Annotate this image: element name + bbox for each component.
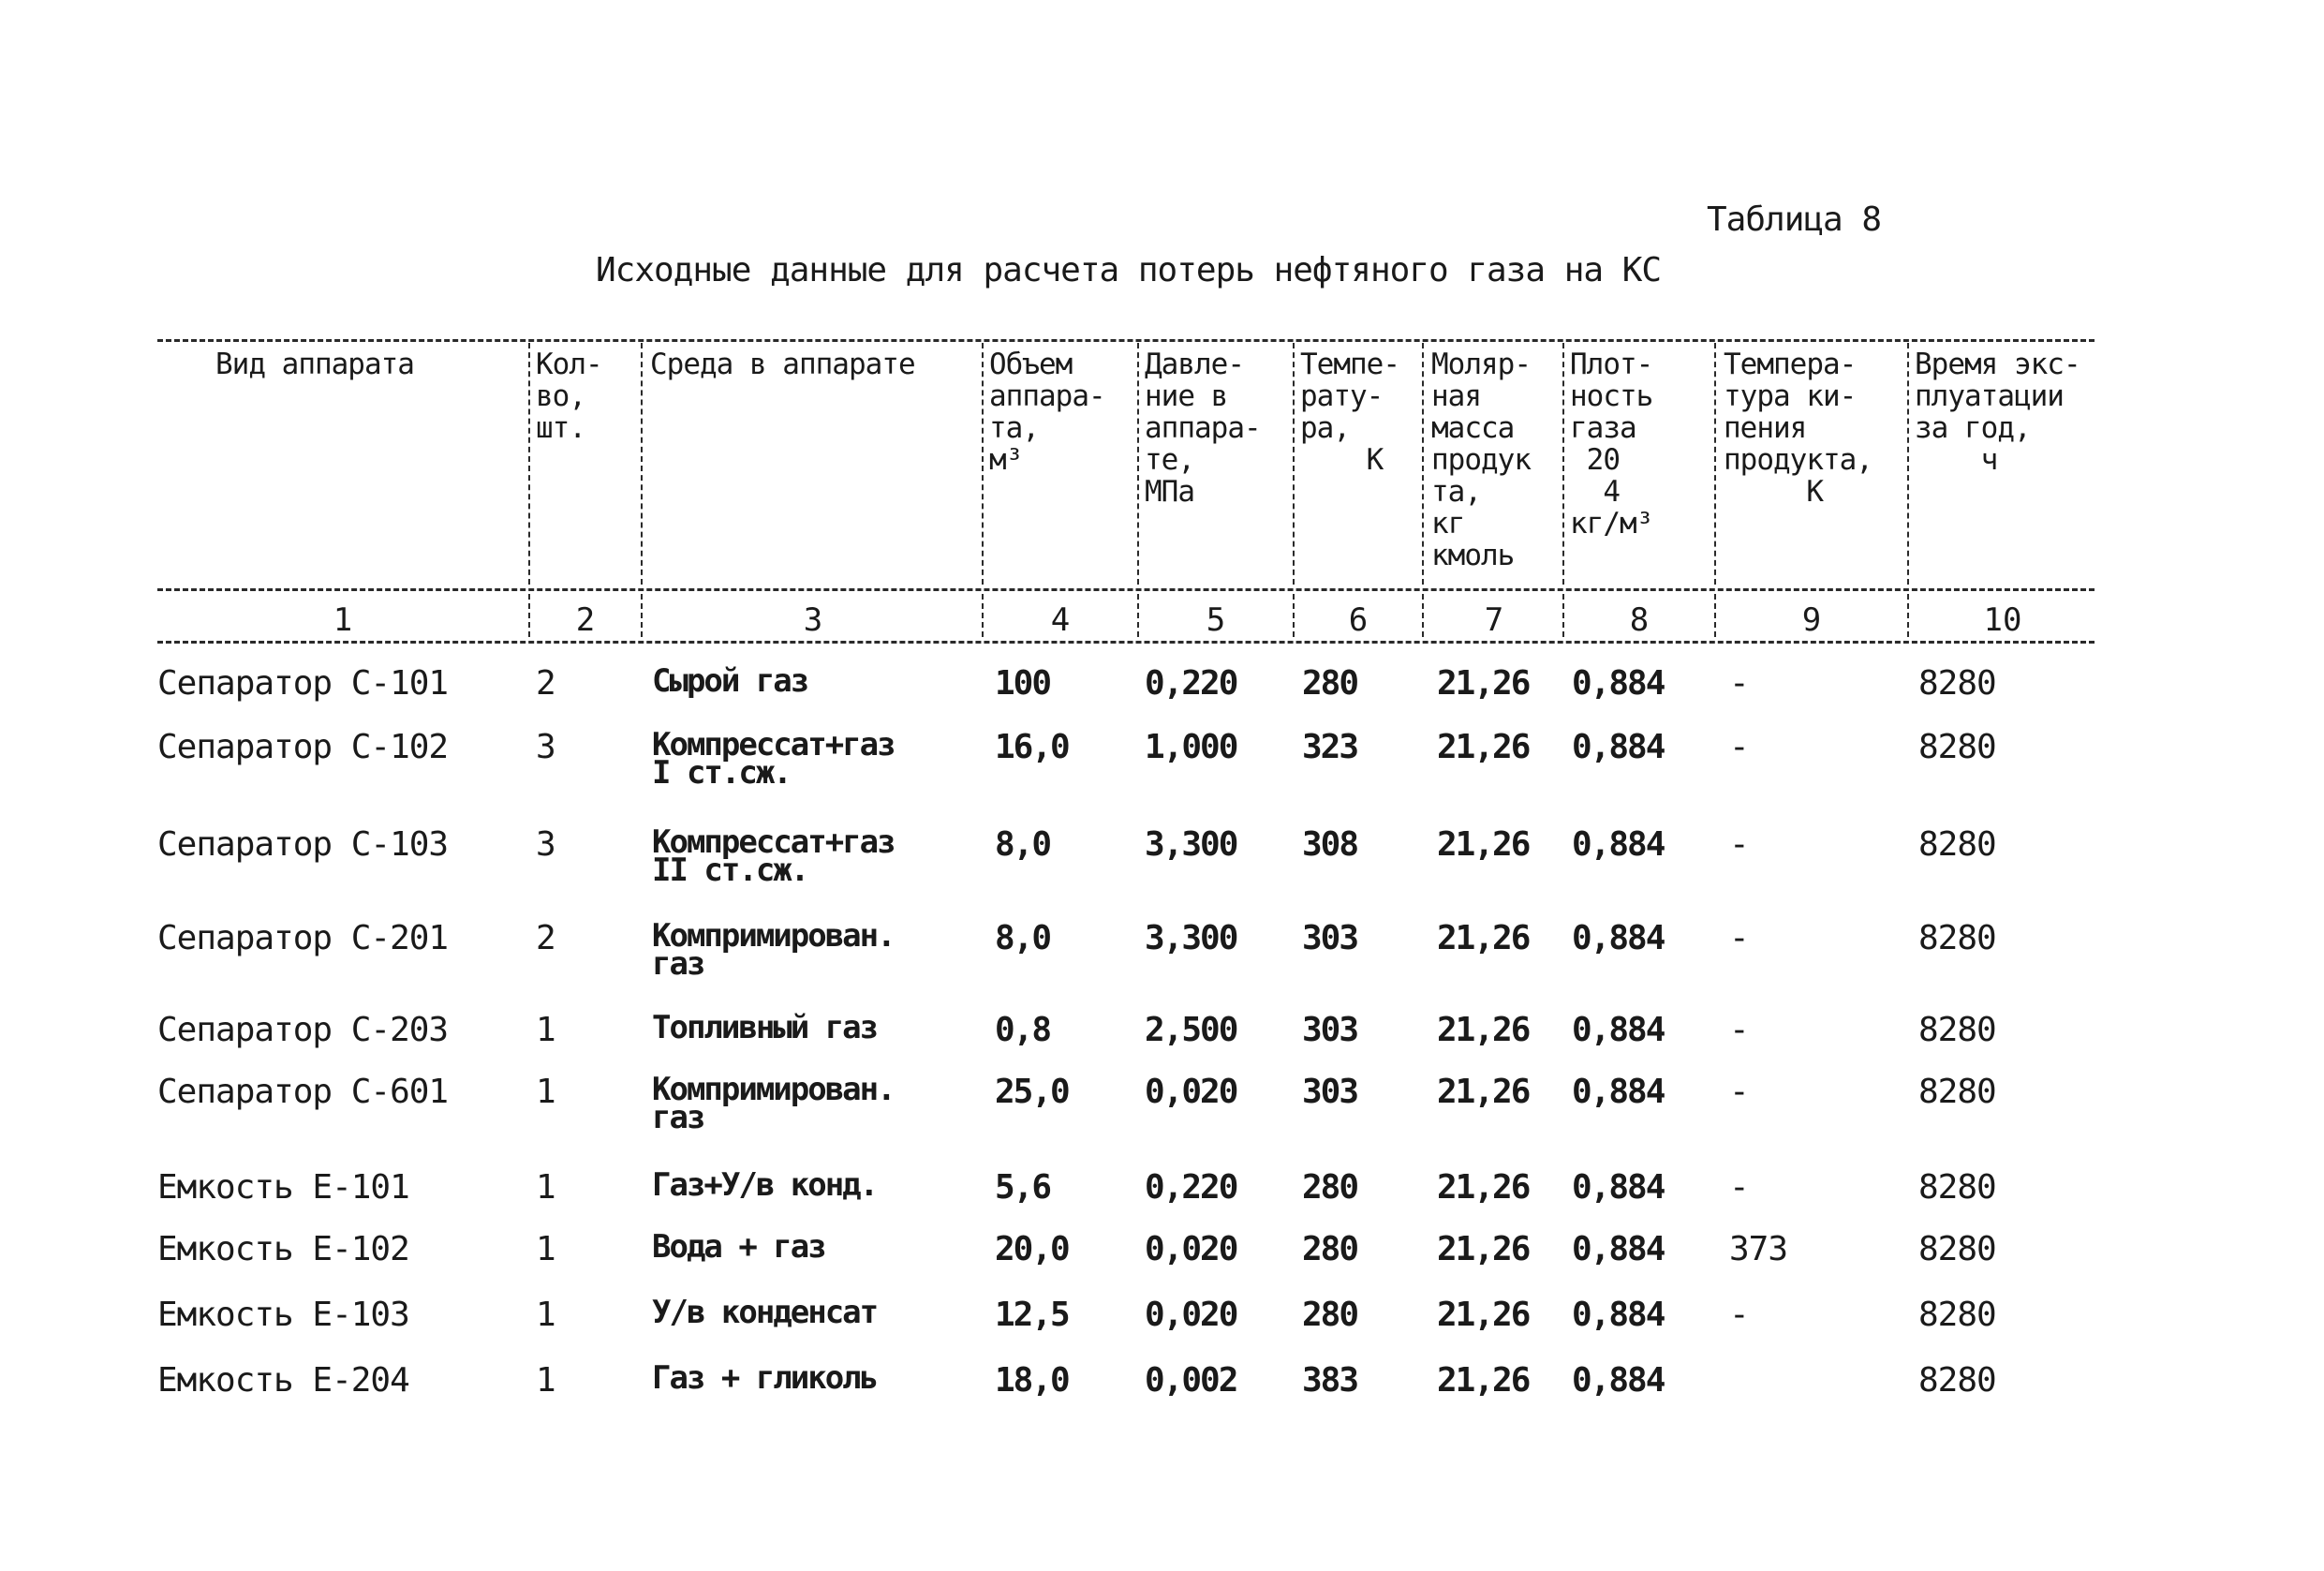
table-cell: - [1729, 1073, 1749, 1111]
table-cell: 21,26 [1437, 1168, 1530, 1207]
table-cell: 0,884 [1572, 1296, 1665, 1334]
table-cell: 2 [536, 664, 555, 703]
table-cell: Компрессат+газ II ст.сж. [652, 823, 895, 889]
column-header: Вид аппарата [215, 348, 414, 381]
column-header: Давле- ние в аппара- те, МПа [1145, 348, 1261, 509]
table-cell: 0,220 [1145, 664, 1237, 703]
column-header: Кол- во, шт. [536, 348, 602, 445]
column-separator [641, 343, 643, 585]
table-cell: 8280 [1918, 825, 1996, 864]
column-separator [1714, 343, 1716, 585]
table-cell: 21,26 [1437, 1296, 1530, 1334]
table-cell: 25,0 [995, 1073, 1069, 1111]
table-cell: 0,884 [1572, 1361, 1665, 1400]
table-cell: 8280 [1918, 728, 1996, 766]
table-row [0, 1071, 2324, 1141]
column-separator [1137, 343, 1139, 585]
table-cell: 21,26 [1437, 728, 1530, 766]
table-row [0, 1294, 2324, 1364]
table-cell: - [1729, 1168, 1749, 1207]
column-number: 7 [1484, 601, 1504, 639]
table-cell: 21,26 [1437, 1361, 1530, 1400]
table-cell: 21,26 [1437, 664, 1530, 703]
table-cell: 8,0 [995, 825, 1051, 864]
column-number: 4 [1050, 601, 1071, 639]
table-cell: Емкость Е-102 [157, 1230, 409, 1268]
rule-top [157, 339, 2095, 342]
table-cell: Сырой газ [652, 662, 808, 700]
column-separator [1422, 343, 1424, 585]
table-cell: 1 [536, 1168, 555, 1207]
column-separator [528, 343, 530, 585]
table-cell: 0,884 [1572, 728, 1665, 766]
table-cell: 0,002 [1145, 1361, 1237, 1400]
table-cell: 100 [995, 664, 1051, 703]
table-cell: 16,0 [995, 728, 1069, 766]
table-cell: 0,884 [1572, 1011, 1665, 1049]
table-cell: 3,300 [1145, 825, 1237, 864]
column-header: Среда в аппарате [650, 348, 915, 381]
table-cell: Емкость Е-204 [157, 1361, 409, 1400]
column-header: Время экс- плуатации за год, ч [1915, 348, 2080, 477]
table-cell: 8280 [1918, 919, 1996, 957]
table-cell: Газ+У/в конд. [652, 1166, 878, 1204]
column-separator [982, 343, 984, 585]
column-header: Темпера- тура ки- пения продукта, К [1724, 348, 1873, 509]
table-cell: 21,26 [1437, 1230, 1530, 1268]
table-cell: Сепаратор С-101 [157, 664, 449, 703]
table-row [0, 1359, 2324, 1430]
column-separator [1562, 594, 1564, 637]
table-number: Таблица 8 [1707, 200, 1882, 239]
column-number: 1 [333, 601, 353, 639]
column-number: 2 [575, 601, 596, 639]
table-cell: 303 [1302, 1073, 1358, 1111]
table-cell: Емкость Е-103 [157, 1296, 409, 1334]
column-number: 6 [1348, 601, 1369, 639]
table-cell: Вода + газ [652, 1228, 825, 1266]
table-cell: 323 [1302, 728, 1358, 766]
column-number: 10 [1983, 601, 2022, 639]
table-row [0, 662, 2324, 733]
table-row [0, 1166, 2324, 1237]
table-cell: - [1729, 919, 1749, 957]
table-cell: 1 [536, 1011, 555, 1049]
table-cell: 12,5 [995, 1296, 1069, 1334]
table-row [0, 1009, 2324, 1079]
table-cell: Компрессат+газ I ст.сж. [652, 726, 895, 792]
table-cell: 0,884 [1572, 664, 1665, 703]
table-cell: 20,0 [995, 1230, 1069, 1268]
table-cell: - [1729, 664, 1749, 703]
rule-numbers-bottom [157, 641, 2095, 644]
column-header: Моляр- ная масса продук та, кг кмоль [1431, 348, 1531, 572]
table-cell: 5,6 [995, 1168, 1051, 1207]
column-number: 9 [1801, 601, 1822, 639]
table-cell: 0,220 [1145, 1168, 1237, 1207]
table-cell: 1 [536, 1230, 555, 1268]
table-cell: 21,26 [1437, 1011, 1530, 1049]
table-cell: 0,020 [1145, 1073, 1237, 1111]
table-cell: 21,26 [1437, 919, 1530, 957]
table-row [0, 917, 2324, 987]
column-number: 8 [1629, 601, 1650, 639]
rule-header-bottom [157, 588, 2095, 591]
table-cell: 21,26 [1437, 1073, 1530, 1111]
table-cell: 21,26 [1437, 825, 1530, 864]
table-cell: 0,884 [1572, 1073, 1665, 1111]
table-cell: 280 [1302, 664, 1358, 703]
table-cell: 3,300 [1145, 919, 1237, 957]
table-cell: Компримирован. газ [652, 917, 895, 983]
table-title: Исходные данные для расчета потерь нефтяного газа на КС [596, 251, 1662, 289]
table-cell: 303 [1302, 1011, 1358, 1049]
table-cell: 1 [536, 1361, 555, 1400]
table-cell: Компримирован. газ [652, 1071, 895, 1136]
column-separator [1293, 343, 1295, 585]
table-cell: Топливный газ [652, 1009, 878, 1046]
table-cell: 0,8 [995, 1011, 1051, 1049]
table-cell: 1,000 [1145, 728, 1237, 766]
table-row [0, 726, 2324, 796]
table-cell: 8280 [1918, 1073, 1996, 1111]
table-cell: 303 [1302, 919, 1358, 957]
table-cell: Сепаратор С-102 [157, 728, 449, 766]
column-separator [1907, 343, 1909, 585]
table-cell: Сепаратор С-601 [157, 1073, 449, 1111]
table-cell: 8280 [1918, 1011, 1996, 1049]
table-cell: У/в конденсат [652, 1294, 878, 1331]
column-separator [1422, 594, 1424, 637]
table-cell: 280 [1302, 1168, 1358, 1207]
column-header: Объем аппара- та, м³ [989, 348, 1105, 477]
table-cell: 0,884 [1572, 919, 1665, 957]
table-cell: 3 [536, 825, 555, 864]
column-header: Темпе- рату- ра, К [1300, 348, 1399, 477]
column-header: Плот- ность газа 20 4 кг/м³ [1570, 348, 1653, 541]
table-row [0, 1228, 2324, 1298]
table-cell: - [1729, 1296, 1749, 1334]
table-cell: 2 [536, 919, 555, 957]
table-cell: Газ + гликоль [652, 1359, 878, 1397]
column-separator [1562, 343, 1564, 585]
table-cell: Сепаратор С-203 [157, 1011, 449, 1049]
table-cell: Емкость Е-101 [157, 1168, 409, 1207]
table-cell: 0,884 [1572, 825, 1665, 864]
table-cell: 8280 [1918, 1361, 1996, 1400]
table-cell: 308 [1302, 825, 1358, 864]
table-cell: 8280 [1918, 664, 1996, 703]
table-cell: Сепаратор С-201 [157, 919, 449, 957]
table-cell: - [1729, 825, 1749, 864]
table-cell: 18,0 [995, 1361, 1069, 1400]
table-cell: 2,500 [1145, 1011, 1237, 1049]
table-cell: 1 [536, 1296, 555, 1334]
table-cell: - [1729, 1011, 1749, 1049]
column-number: 3 [803, 601, 823, 639]
table-cell: 8,0 [995, 919, 1051, 957]
table-cell: 280 [1302, 1230, 1358, 1268]
table-row [0, 823, 2324, 894]
table-cell: 280 [1302, 1296, 1358, 1334]
table-cell: 0,020 [1145, 1230, 1237, 1268]
table-cell: 383 [1302, 1361, 1358, 1400]
table-cell: 3 [536, 728, 555, 766]
column-separator [1907, 594, 1909, 637]
table-cell: 8280 [1918, 1230, 1996, 1268]
table-cell: 8280 [1918, 1296, 1996, 1334]
table-cell: 373 [1729, 1230, 1788, 1268]
column-number: 5 [1206, 601, 1226, 639]
table-cell: 0,020 [1145, 1296, 1237, 1334]
table-cell: 0,884 [1572, 1230, 1665, 1268]
column-separator [641, 594, 643, 637]
table-cell: 8280 [1918, 1168, 1996, 1207]
table-cell: 0,884 [1572, 1168, 1665, 1207]
table-cell: Сепаратор С-103 [157, 825, 449, 864]
table-cell: 1 [536, 1073, 555, 1111]
table-cell: - [1729, 728, 1749, 766]
